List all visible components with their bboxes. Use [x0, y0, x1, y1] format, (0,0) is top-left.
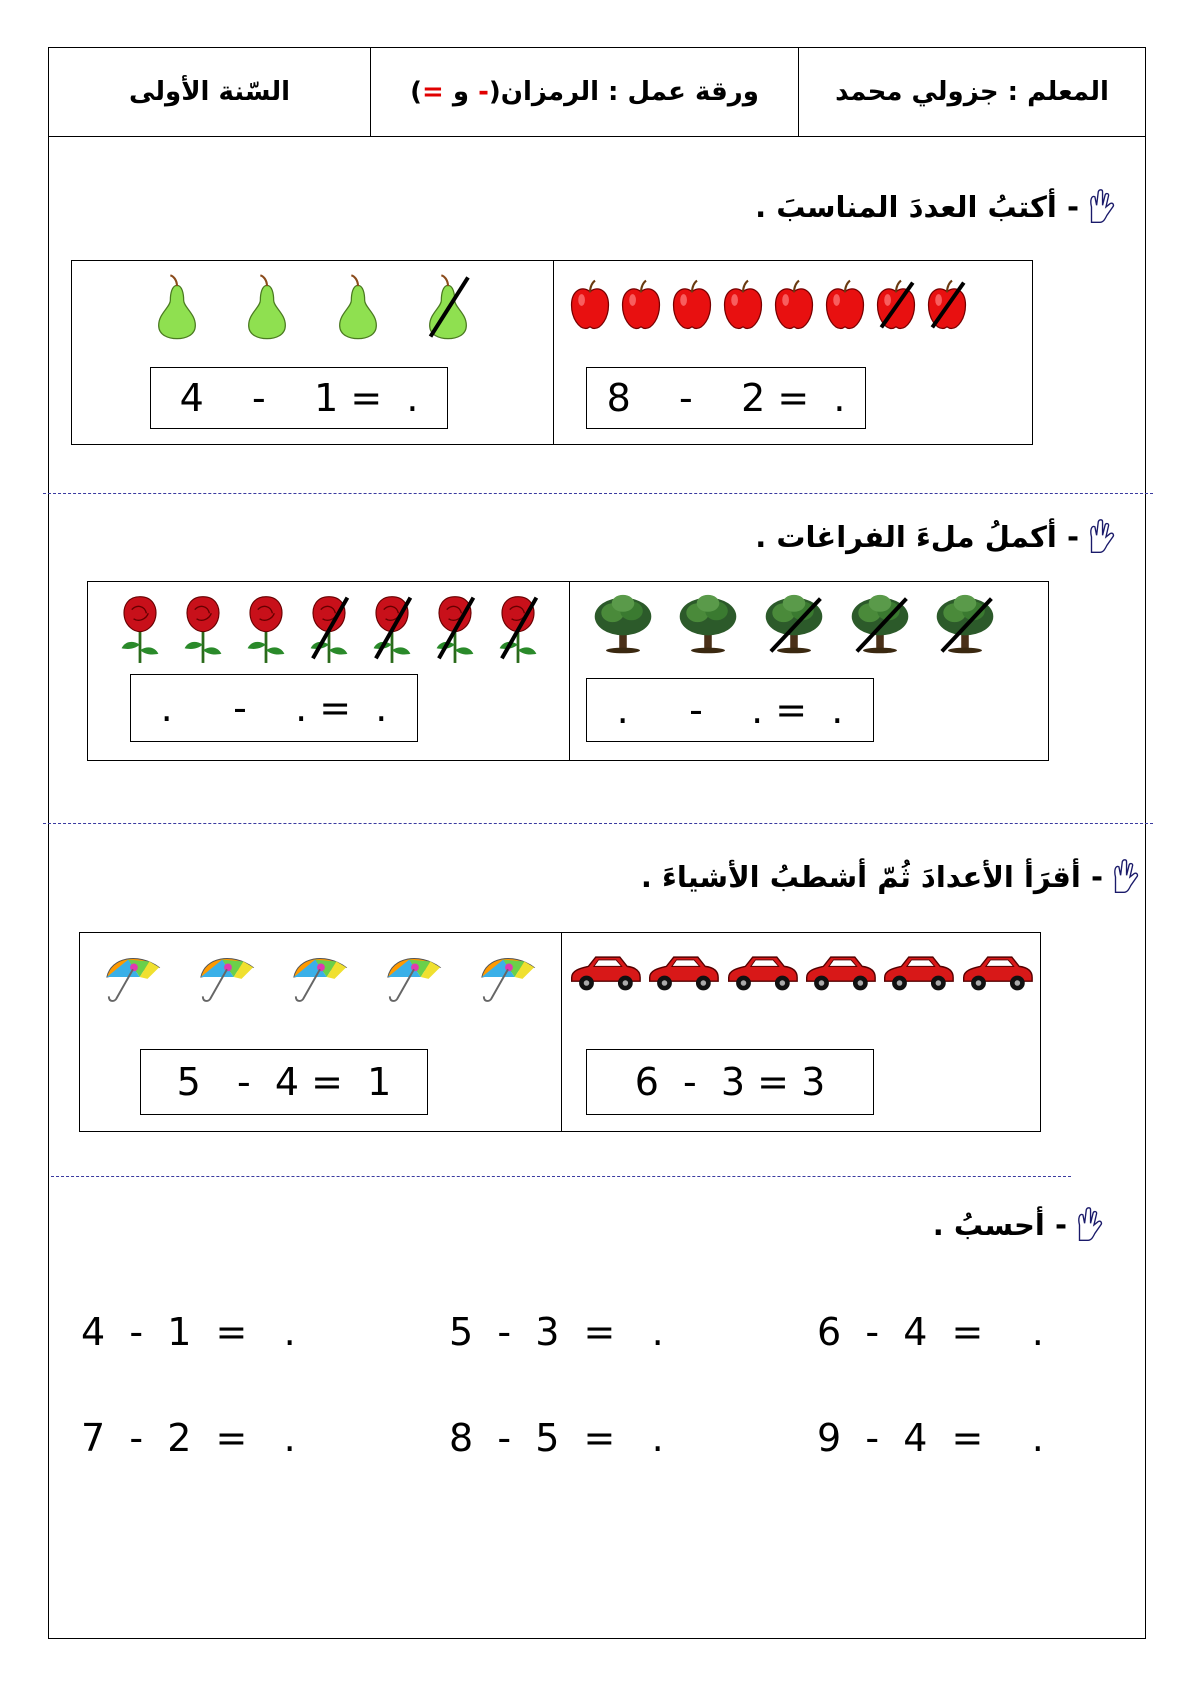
- rose-panel: [88, 582, 570, 760]
- rose-equation: . - . = .: [160, 686, 388, 730]
- section-1-instruction: [755, 188, 1117, 226]
- tree-icon[interactable]: [932, 592, 998, 658]
- header-table: [49, 48, 1145, 137]
- car-row: [562, 939, 1040, 1003]
- grade-label: السّنة الأولى: [128, 77, 291, 107]
- pear-equation-box[interactable]: [150, 367, 448, 429]
- title-suffix: ): [410, 77, 423, 107]
- car-icon[interactable]: [803, 947, 877, 995]
- rose-icon[interactable]: [306, 590, 352, 666]
- section-3-instruction: [641, 858, 1141, 896]
- hand-four-icon: [1071, 1206, 1105, 1244]
- car-equation: 6 - 3 = 3: [634, 1060, 826, 1104]
- worksheet-title-cell: [371, 48, 799, 136]
- apple-equation-box[interactable]: [586, 367, 866, 429]
- title-minus-symbol: -: [478, 77, 489, 107]
- title-equals-symbol: =: [422, 77, 444, 107]
- tree-panel: [570, 582, 1048, 760]
- pear-icon[interactable]: [242, 270, 292, 344]
- teacher-cell: [799, 48, 1145, 136]
- hand-two-icon: [1083, 518, 1117, 556]
- section-2-box: [87, 581, 1049, 761]
- calc-item[interactable]: 7 - 2 = .: [81, 1416, 296, 1460]
- tree-equation: . - . = .: [616, 688, 844, 732]
- calc-item[interactable]: 8 - 5 = .: [449, 1416, 664, 1460]
- tree-equation-box[interactable]: [586, 678, 874, 742]
- apple-equation: 8 - 2 = .: [606, 376, 846, 420]
- apple-icon[interactable]: [722, 277, 764, 333]
- section-4-text: - أحسبُ .: [932, 1208, 1067, 1242]
- teacher-label: المعلم : جزولي محمد: [835, 77, 1109, 107]
- hand-one-icon: [1083, 188, 1117, 226]
- rose-icon[interactable]: [243, 590, 289, 666]
- calc-item[interactable]: 4 - 1 = .: [81, 1310, 296, 1354]
- car-icon[interactable]: [960, 947, 1034, 995]
- section-divider: [43, 493, 1153, 494]
- tree-icon[interactable]: [675, 592, 741, 658]
- section-3-box: [79, 932, 1041, 1132]
- section-1-text: - أكتبُ العددَ المناسبَ .: [755, 190, 1079, 224]
- tree-icon[interactable]: [590, 592, 656, 658]
- umbrella-icon[interactable]: [193, 948, 261, 1006]
- rose-equation-box[interactable]: [130, 674, 418, 742]
- hand-three-icon: [1107, 858, 1141, 896]
- pear-panel: [72, 261, 554, 444]
- worksheet-title: [410, 77, 759, 107]
- section-2-text: - أكملُ ملءَ الفراغات .: [755, 520, 1079, 554]
- car-icon[interactable]: [568, 947, 642, 995]
- pear-equation: 4 - 1 = .: [179, 376, 419, 420]
- car-icon[interactable]: [881, 947, 955, 995]
- title-and: و: [443, 77, 479, 107]
- rose-icon[interactable]: [180, 590, 226, 666]
- rose-icon[interactable]: [369, 590, 415, 666]
- apple-icon[interactable]: [569, 277, 611, 333]
- umbrella-equation-box[interactable]: [140, 1049, 428, 1115]
- car-panel: [562, 933, 1040, 1131]
- grade-cell: [49, 48, 371, 136]
- apple-row: [554, 275, 1032, 335]
- umbrella-icon[interactable]: [380, 948, 448, 1006]
- umbrella-row: [80, 943, 561, 1011]
- pear-icon[interactable]: [423, 270, 473, 344]
- section-4-instruction: [933, 1206, 1105, 1244]
- calc-item[interactable]: 6 - 4 = .: [817, 1310, 1044, 1354]
- car-equation-box[interactable]: [586, 1049, 874, 1115]
- pear-icon[interactable]: [333, 270, 383, 344]
- tree-row: [570, 590, 1048, 660]
- umbrella-icon[interactable]: [286, 948, 354, 1006]
- tree-icon[interactable]: [847, 592, 913, 658]
- rose-icon[interactable]: [117, 590, 163, 666]
- apple-icon[interactable]: [773, 277, 815, 333]
- apple-icon[interactable]: [671, 277, 713, 333]
- car-icon[interactable]: [725, 947, 799, 995]
- tree-icon[interactable]: [761, 592, 827, 658]
- rose-row: [88, 588, 569, 668]
- apple-icon[interactable]: [875, 277, 917, 333]
- worksheet-page: [48, 47, 1146, 1639]
- section-3-text: - أقرَأ الأعدادَ ثُمّ أشطبُ الأشياءَ .: [640, 860, 1103, 894]
- section-divider: [43, 823, 1153, 824]
- car-icon[interactable]: [646, 947, 720, 995]
- apple-icon[interactable]: [620, 277, 662, 333]
- section-2-instruction: [755, 518, 1117, 556]
- umbrella-icon[interactable]: [99, 948, 167, 1006]
- umbrella-icon[interactable]: [474, 948, 542, 1006]
- apple-icon[interactable]: [824, 277, 866, 333]
- apple-panel: [554, 261, 1032, 444]
- rose-icon[interactable]: [432, 590, 478, 666]
- rose-icon[interactable]: [495, 590, 541, 666]
- title-prefix: ورقة عمل : الرمزان(: [488, 77, 759, 107]
- calc-item[interactable]: 9 - 4 = .: [817, 1416, 1044, 1460]
- umbrella-equation: 5 - 4 = 1: [176, 1060, 392, 1104]
- pear-icon[interactable]: [152, 270, 202, 344]
- pear-row: [72, 271, 553, 343]
- apple-icon[interactable]: [926, 277, 968, 333]
- section-1-box: [71, 260, 1033, 445]
- umbrella-panel: [80, 933, 562, 1131]
- section-divider: [51, 1176, 1071, 1177]
- calc-item[interactable]: 5 - 3 = .: [449, 1310, 664, 1354]
